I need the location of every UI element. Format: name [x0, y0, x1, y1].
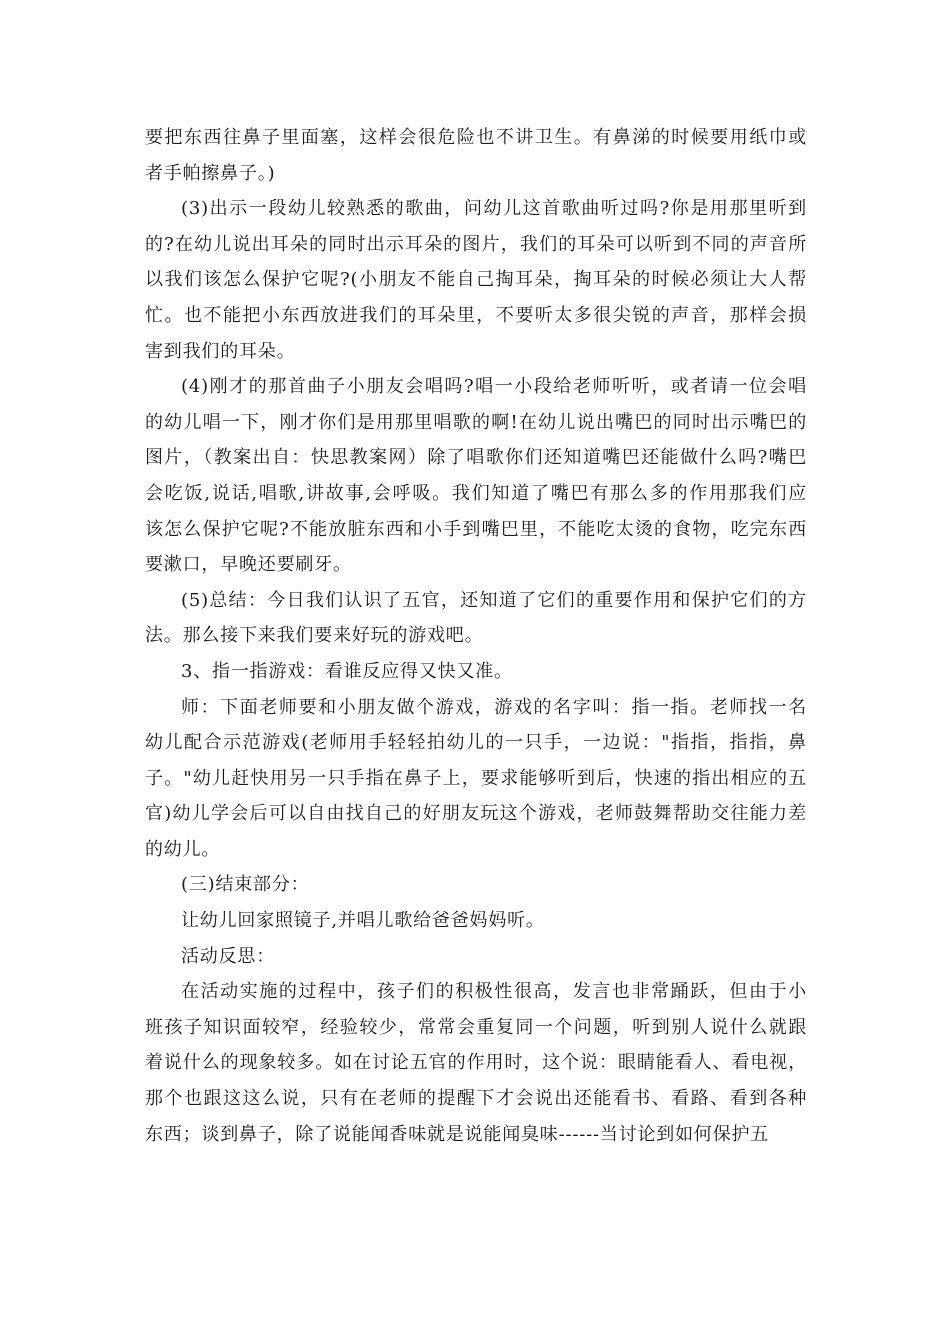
paragraph [145, 867, 807, 903]
paragraph [145, 690, 807, 868]
paragraph [145, 583, 807, 654]
text-line: 忙。也不能把小东西放进我们的耳朵里，不要听太多很尖锐的声音，那样会损 [145, 304, 807, 326]
paragraph [145, 974, 807, 1152]
text-line: 东西；谈到鼻子，除了说能闻香味就是说能闻臭味------当讨论到如何保护五 [145, 1123, 770, 1145]
text-line: (三)结束部分： [181, 874, 310, 896]
text-line: 让幼儿回家照镜子,并唱儿歌给爸爸妈妈听。 [181, 910, 545, 932]
text-line: 3、指一指游戏：看谁反应得又快又准。 [181, 660, 513, 682]
text-line: 活动反思： [181, 945, 275, 967]
text-line: 法。那么接下来我们要来好玩的游戏吧。 [145, 625, 484, 647]
text-line: 班孩子知识面较窄，经验较少，常常会重复同一个问题，听到别人说什么就跟 [145, 1016, 807, 1038]
text-line: 在活动实施的过程中，孩子们的积极性很高，发言也非常踊跃，但由于小 [181, 981, 807, 1003]
paragraph [145, 939, 807, 975]
paragraph [145, 369, 807, 583]
text-line: 官)幼儿学会后可以自由找自己的好朋友玩这个游戏，老师鼓舞帮助交往能力差 [145, 803, 807, 825]
text-line: 者手帕擦鼻子。) [145, 162, 276, 184]
paragraph [145, 903, 807, 939]
text-line: 师：下面老师要和小朋友做个游戏，游戏的名字叫：指一指。老师找一名 [181, 696, 807, 718]
text-line: (3)出示一段幼儿较熟悉的歌曲，问幼儿这首歌曲听过吗?你是用那里听到 [181, 198, 807, 220]
text-line: 的幼儿。 [145, 838, 221, 860]
text-line: 那个也跟这这么说，只有在老师的提醒下才会说出还能看书、看路、看到各种 [145, 1088, 807, 1110]
text-line: (5)总结：今日我们认识了五官，还知道了它们的重要作用和保护它们的方 [181, 589, 807, 611]
text-line: 要漱口，早晚还要刷牙。 [145, 554, 352, 576]
text-line: 以我们该怎么保护它呢?(小朋友不能自己掏耳朵，掏耳朵的时候必须让大人帮 [145, 269, 807, 291]
text-line: 的幼儿唱一下，刚才你们是用那里唱歌的啊!在幼儿说出嘴巴的同时出示嘴巴的 [145, 411, 807, 433]
paragraph [145, 120, 807, 191]
text-line: 的?在幼儿说出耳朵的同时出示耳朵的图片，我们的耳朵可以听到不同的声音所 [145, 233, 807, 255]
text-line: 子。"幼儿赶快用另一只手指在鼻子上，要求能够听到后，快速的指出相应的五 [145, 767, 807, 789]
paragraph [145, 654, 807, 690]
text-line: 会吃饭,说话,唱歌,讲故事,会呼吸。我们知道了嘴巴有那么多的作用那我们应 [145, 482, 807, 504]
text-line: 该怎么保护它呢?不能放脏东西和小手到嘴巴里，不能吃太烫的食物，吃完东西 [145, 518, 807, 540]
text-line: 着说什么的现象较多。如在讨论五官的作用时，这个说：眼睛能看人、看电视， [145, 1052, 807, 1074]
paragraph [145, 191, 807, 369]
text-line: 要把东西往鼻子里面塞，这样会很危险也不讲卫生。有鼻涕的时候要用纸巾或 [145, 127, 807, 148]
text-line: 害到我们的耳朵。 [145, 340, 296, 362]
text-line: (4)刚才的那首曲子小朋友会唱吗?唱一小段给老师听听，或者请一位会唱 [181, 376, 807, 398]
text-line: 幼儿配合示范游戏(老师用手轻轻拍幼儿的一只手，一边说："指指，指指，鼻 [145, 732, 807, 754]
text-line: 图片，（教案出自：快思教案网）除了唱歌你们还知道嘴巴还能做什么吗?嘴巴 [145, 447, 807, 469]
document-body [145, 120, 807, 1152]
